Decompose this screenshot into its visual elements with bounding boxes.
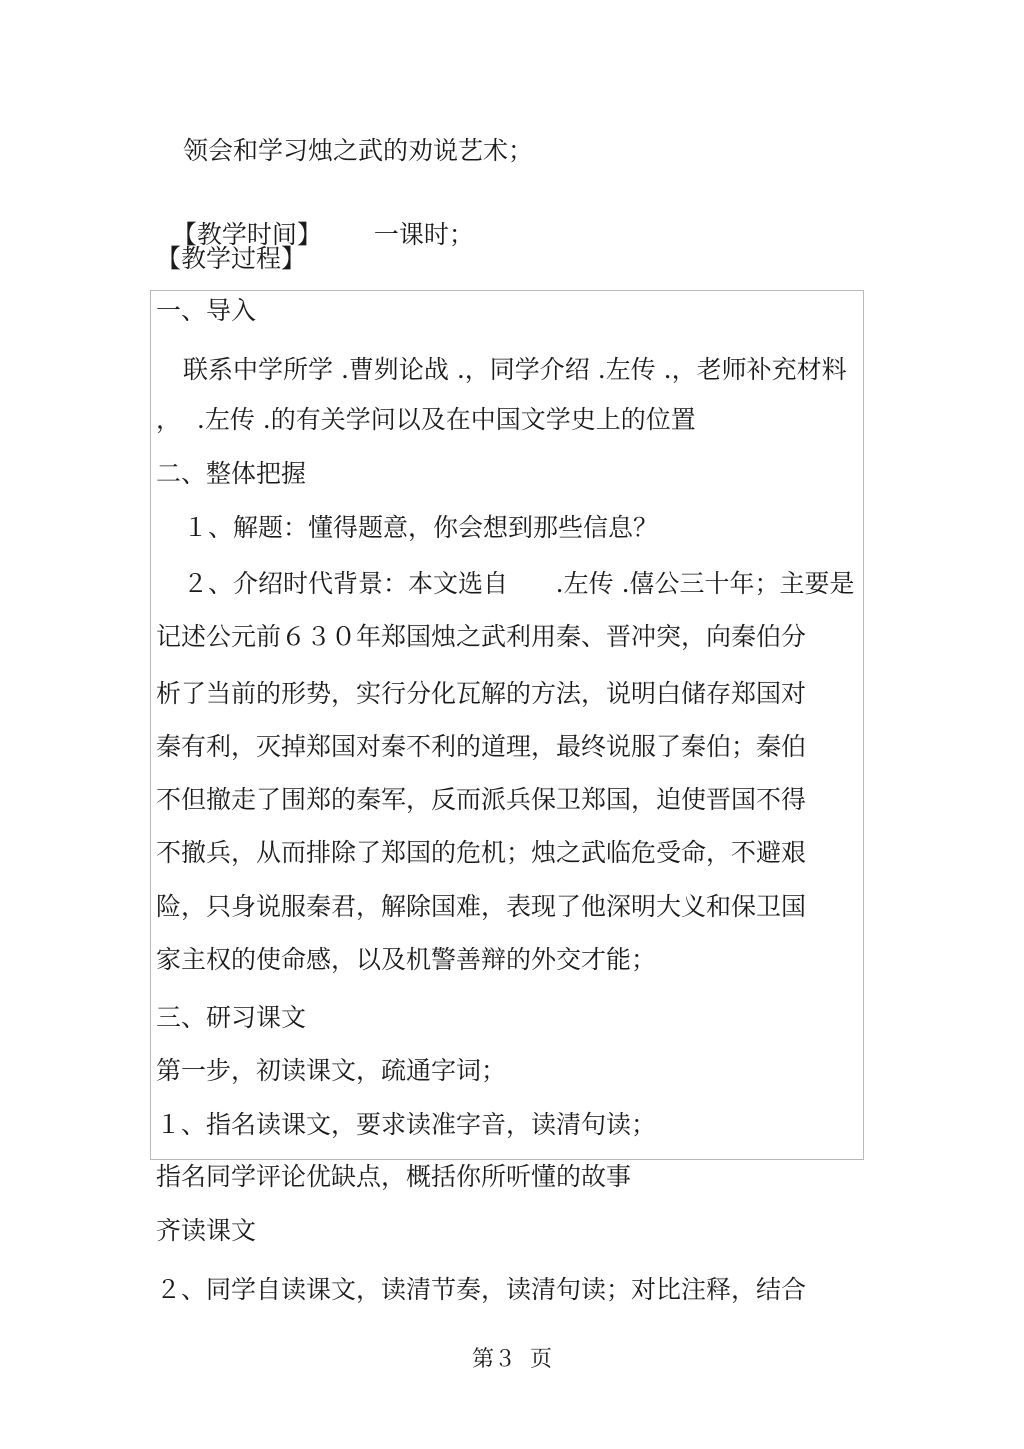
section-2-item-2-line-7: 险，只身说服秦君，解除国难，表现了他深明大义和保卫国 xyxy=(156,892,807,921)
teaching-time-label: 【教学时间】 xyxy=(171,220,322,249)
section-1-heading: 一、导入 xyxy=(156,296,257,325)
after-box-line-3: ２、同学自读课文，读清节奏，读清句读；对比注释，结合 xyxy=(156,1275,807,1304)
section-2-item-2-line-8: 家主权的使命感，以及机警善辩的外交才能； xyxy=(156,945,657,974)
section-2-item-2-line-3: 析了当前的形势，实行分化瓦解的方法，说明白储存郑国对 xyxy=(156,679,807,708)
section-1-para-line-2: ， .左传 .的有关学问以及在中国文学史上的位置 xyxy=(156,405,696,434)
after-box-line-2: 齐读课文 xyxy=(156,1216,257,1245)
section-2-item-1: １、解题：懂得题意，你会想到那些信息？ xyxy=(183,513,659,542)
teaching-time-row xyxy=(156,190,474,250)
section-3-heading: 三、研习课文 xyxy=(156,1003,307,1032)
after-box-line-1: 指名同学评论优缺点，概括你所听懂的故事 xyxy=(156,1162,632,1191)
teaching-time-value: 一课时； xyxy=(373,220,474,249)
teaching-process-label: 【教学过程】 xyxy=(156,244,307,273)
section-2-item-2-line-2: 记述公元前６３０年郑国烛之武利用秦、晋冲突，向秦伯分 xyxy=(156,622,807,651)
section-2-item-2-line-6: 不撤兵，从而排除了郑国的危机；烛之武临危受命，不避艰 xyxy=(156,838,807,867)
section-2-item-2-line-4: 秦有利，灭掉郑国对秦不利的道理，最终说服了秦伯；秦伯 xyxy=(156,732,807,761)
objective-line: 领会和学习烛之武的劝说艺术； xyxy=(183,136,534,165)
section-3-item-1: １、指名读课文，要求读准字音，读清句读； xyxy=(156,1110,657,1139)
section-2-heading: 二、整体把握 xyxy=(156,459,307,488)
section-2-item-2-line-5: 不但撤走了围郑的秦军，反而派兵保卫郑国，迫使晋国不得 xyxy=(156,785,807,814)
section-1-para-line-1: 联系中学所学 .曹刿论战 .，同学介绍 .左传 .，老师补充材料 xyxy=(183,355,847,384)
page-number: 第３ 页 xyxy=(472,1347,552,1372)
section-3-step-1: 第一步，初读课文，疏通字词； xyxy=(156,1056,507,1085)
section-2-item-2-line-1: ２、介绍时代背景：本文选自 .左传 .僖公三十年；主要是 xyxy=(183,569,855,598)
